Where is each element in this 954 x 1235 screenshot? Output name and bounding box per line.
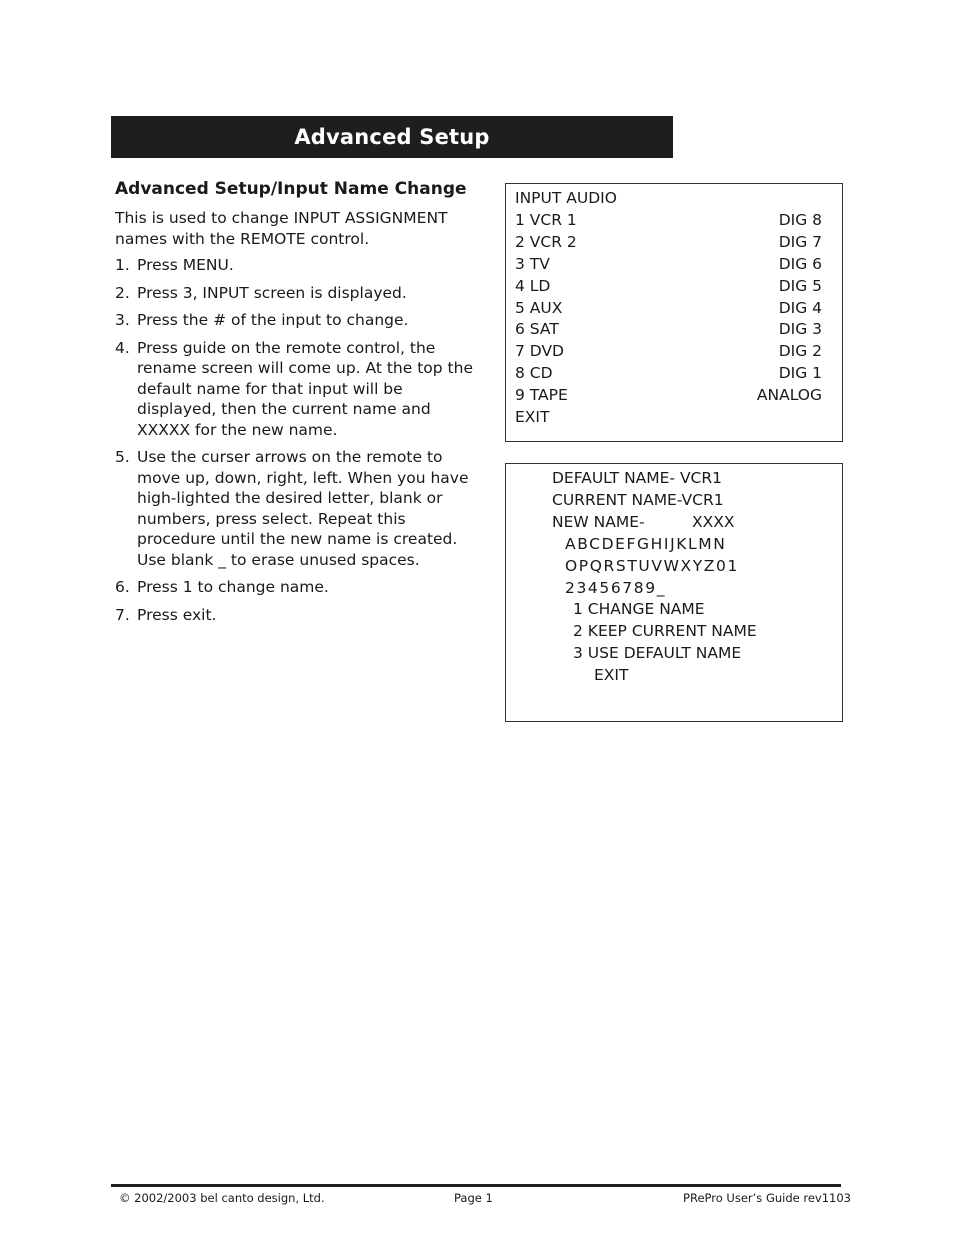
input-screen-title: INPUT AUDIO bbox=[515, 189, 617, 207]
table-row bbox=[515, 363, 822, 385]
table-row bbox=[515, 210, 822, 232]
current-name-line: CURRENT NAME-VCR1 bbox=[552, 490, 724, 509]
list-item bbox=[115, 310, 480, 331]
section-intro: This is used to change INPUT ASSIGNMENT names with the REMOTE control. bbox=[115, 209, 448, 248]
steps-list bbox=[115, 255, 480, 625]
list-item bbox=[115, 447, 480, 570]
footer-page-number: Page 1 bbox=[454, 1191, 493, 1205]
input-audio-screen bbox=[505, 183, 843, 442]
table-row bbox=[515, 341, 822, 363]
footer-guide-title: PRePro User’s Guide rev1103 bbox=[683, 1191, 851, 1205]
list-item bbox=[115, 283, 480, 304]
step-number: 6. bbox=[115, 578, 130, 596]
table-row bbox=[515, 232, 822, 254]
section-heading: Advanced Setup/Input Name Change bbox=[115, 179, 467, 199]
input-source: DIG 6 bbox=[778, 254, 822, 273]
page-title-banner bbox=[111, 116, 673, 158]
new-name-value: XXXX bbox=[692, 512, 735, 531]
character-row: 23456789_ bbox=[565, 578, 667, 597]
step-text: Press MENU. bbox=[137, 256, 234, 274]
input-source: DIG 4 bbox=[778, 298, 822, 317]
table-row bbox=[515, 276, 822, 298]
input-name: 2 VCR 2 bbox=[515, 232, 577, 251]
input-name: 7 DVD bbox=[515, 342, 564, 361]
input-source: DIG 3 bbox=[778, 320, 822, 339]
input-name: 5 AUX bbox=[515, 298, 563, 317]
step-number: 5. bbox=[115, 448, 130, 466]
input-name: 6 SAT bbox=[515, 320, 559, 339]
input-name: 9 TAPE bbox=[515, 386, 568, 405]
character-row: OPQRSTUVWXYZ01 bbox=[565, 556, 739, 575]
instructions-column bbox=[115, 177, 480, 632]
input-name: 4 LD bbox=[515, 276, 551, 295]
step-text: Press 1 to change name. bbox=[137, 578, 329, 596]
rename-screen-exit: EXIT bbox=[594, 666, 629, 685]
input-name: 8 CD bbox=[515, 364, 553, 383]
table-row bbox=[515, 319, 822, 341]
table-row bbox=[515, 254, 822, 276]
option-change-name: 1 CHANGE NAME bbox=[573, 600, 705, 619]
input-source: DIG 5 bbox=[778, 276, 822, 295]
input-screen-exit: EXIT bbox=[515, 408, 550, 427]
step-number: 2. bbox=[115, 283, 130, 302]
step-text: Press the # of the input to change. bbox=[137, 311, 409, 329]
input-source: ANALOG bbox=[756, 386, 822, 405]
step-number: 3. bbox=[115, 311, 130, 329]
step-number: 1. bbox=[115, 256, 130, 274]
rename-screen bbox=[505, 463, 843, 722]
option-use-default-name: 3 USE DEFAULT NAME bbox=[573, 644, 742, 663]
new-name-line bbox=[506, 512, 842, 534]
input-name: 1 VCR 1 bbox=[515, 210, 577, 229]
step-text: Press 3, INPUT screen is displayed. bbox=[137, 283, 407, 302]
input-source: DIG 7 bbox=[778, 232, 822, 251]
step-text: Press guide on the remote control, the rename screen will come up. At the top the default name for that input will be displayed, then the current name and XXXXX for the new name. bbox=[137, 338, 473, 439]
default-name-line: DEFAULT NAME- VCR1 bbox=[552, 469, 723, 487]
list-item bbox=[115, 255, 480, 276]
new-name-label: NEW NAME- bbox=[552, 512, 645, 531]
page-title: Advanced Setup bbox=[294, 125, 490, 149]
input-source: DIG 1 bbox=[778, 364, 822, 383]
input-name: 3 TV bbox=[515, 254, 550, 273]
step-number: 7. bbox=[115, 605, 130, 624]
input-source: DIG 2 bbox=[778, 342, 822, 361]
input-source: DIG 8 bbox=[778, 210, 822, 229]
footer-copyright: © 2002/2003 bel canto design, Ltd. bbox=[119, 1191, 325, 1205]
step-text: Press exit. bbox=[137, 605, 217, 624]
footer-divider bbox=[111, 1184, 841, 1187]
option-keep-current-name: 2 KEEP CURRENT NAME bbox=[573, 622, 757, 641]
list-item bbox=[115, 338, 480, 441]
list-item bbox=[115, 605, 480, 626]
table-row bbox=[515, 385, 822, 407]
character-row: ABCDEFGHIJKLMN bbox=[565, 534, 727, 553]
step-text: Use the curser arrows on the remote to move up, down, right, left. When you have high-lighted the desired letter, blank or numbers, press select. Repeat this procedure until the new name is created. Use blank _ to erase unused spaces. bbox=[137, 448, 469, 569]
step-number: 4. bbox=[115, 338, 130, 357]
table-row bbox=[515, 298, 822, 320]
list-item bbox=[115, 577, 480, 598]
